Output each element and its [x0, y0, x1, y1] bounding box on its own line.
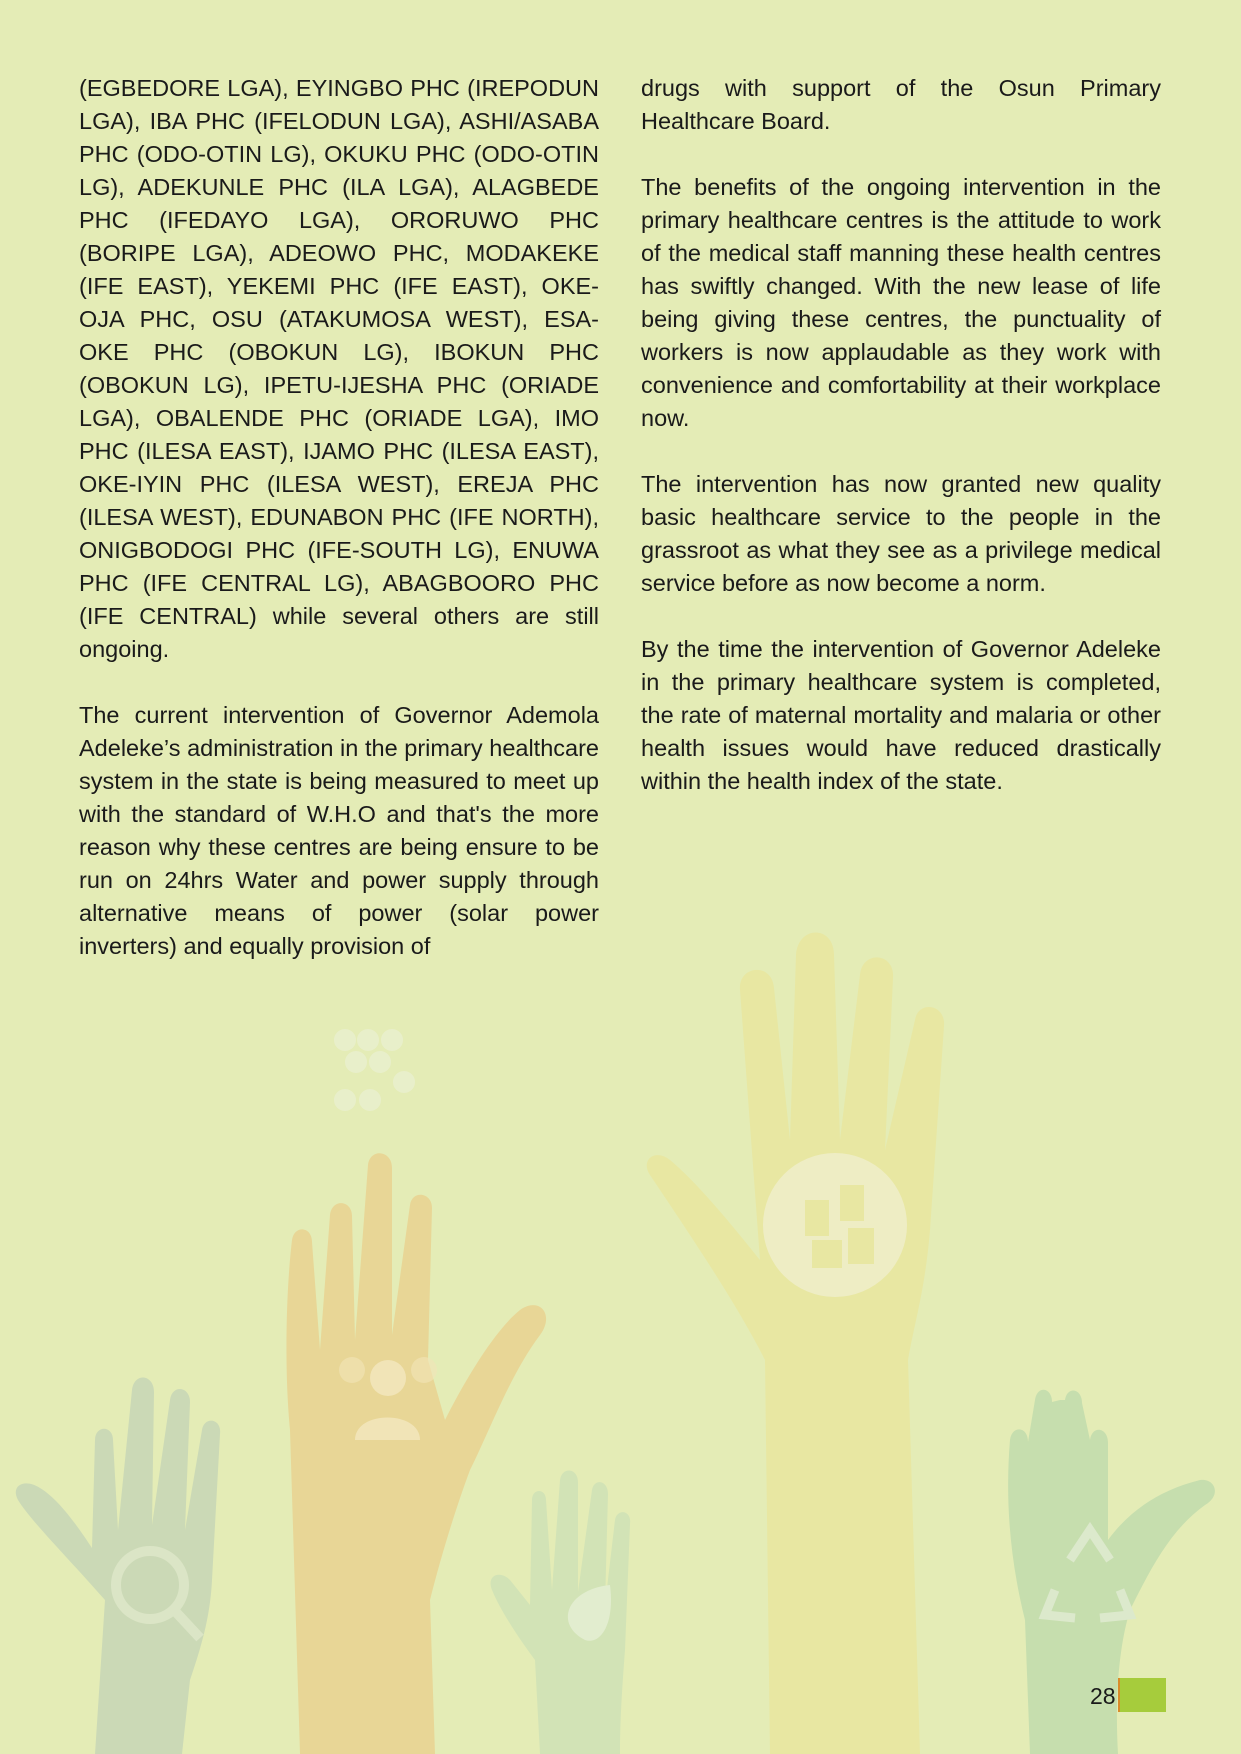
hand-people: [286, 1153, 546, 1754]
paragraph-drugs-support: drugs with support of the Osun Primary Healthcare Board.: [641, 75, 1161, 134]
paragraph-benefits: The benefits of the ongoing intervention in the primary healthcare centres is the attitude to work of the medical staff manning these health centres has swiftly changed. With the new lease of life being giving these centres, the punctuality of workers is now applaudable as they work with convenience and comfortability at their workplace now.: [641, 174, 1161, 431]
right-text-column: [641, 72, 1161, 831]
paragraph-outcome: By the time the intervention of Governor Adeleke in the primary healthcare system is completed, the rate of maternal mortality and malaria or other health issues would have reduced drastically within the health index of the state.: [641, 636, 1161, 794]
hand-puzzle: [647, 933, 944, 1754]
paragraph-current-intervention: The current intervention of Governor Ademola Adeleke’s administration in the primary healthcare system in the state is being measured to meet up with the standard of W.H.O and that's the more reason why these centres are being ensure to be run on 24hrs Water and power supply through alternative means of power (solar power inverters) and equally provision of: [79, 702, 599, 959]
paragraph-phc-list: (EGBEDORE LGA), EYINGBO PHC (IREPODUN LGA), IBA PHC (IFELODUN LGA), ASHI/ASABA PHC (ODO-OTIN LG), OKUKU PHC (ODO-OTIN LG), ADEKUNLE PHC (ILA LGA), ALAGBEDE PHC (IFEDAYO LGA), ORORUWO PHC (BORIPE LGA), ADEOWO PHC, MODAKEKE (IFE EAST), YEKEMI PHC (IFE EAST), OKE-OJA PHC, OSU (ATAKUMOSA WEST), ESA-OKE PHC (OBOKUN LG), IBOKUN PHC (OBOKUN LG), IPETU-IJESHA PHC (ORIADE LGA), OBALENDE PHC (ORIADE LGA), IMO PHC (ILESA EAST), IJAMO PHC (ILESA EAST), OKE-IYIN PHC (ILESA WEST), EREJA PHC (ILESA WEST), EDUNABON PHC (IFE NORTH), ONIGBODOGI PHC (IFE-SOUTH LG), ENUWA PHC (IFE CENTRAL LG), ABAGBOORO PHC (IFE CENTRAL) while several others are still ongoing.: [79, 75, 599, 662]
left-text-column: [79, 72, 599, 996]
page-number: 28: [1090, 1683, 1116, 1709]
page-number-tab: [1118, 1678, 1166, 1712]
paragraph-quality-service: The intervention has now granted new quality basic healthcare service to the people in the grassroot as what they see as a privilege medical service before as now become a norm.: [641, 471, 1161, 596]
decorative-dots: [334, 1029, 415, 1111]
puzzle-icon: [763, 1153, 907, 1297]
